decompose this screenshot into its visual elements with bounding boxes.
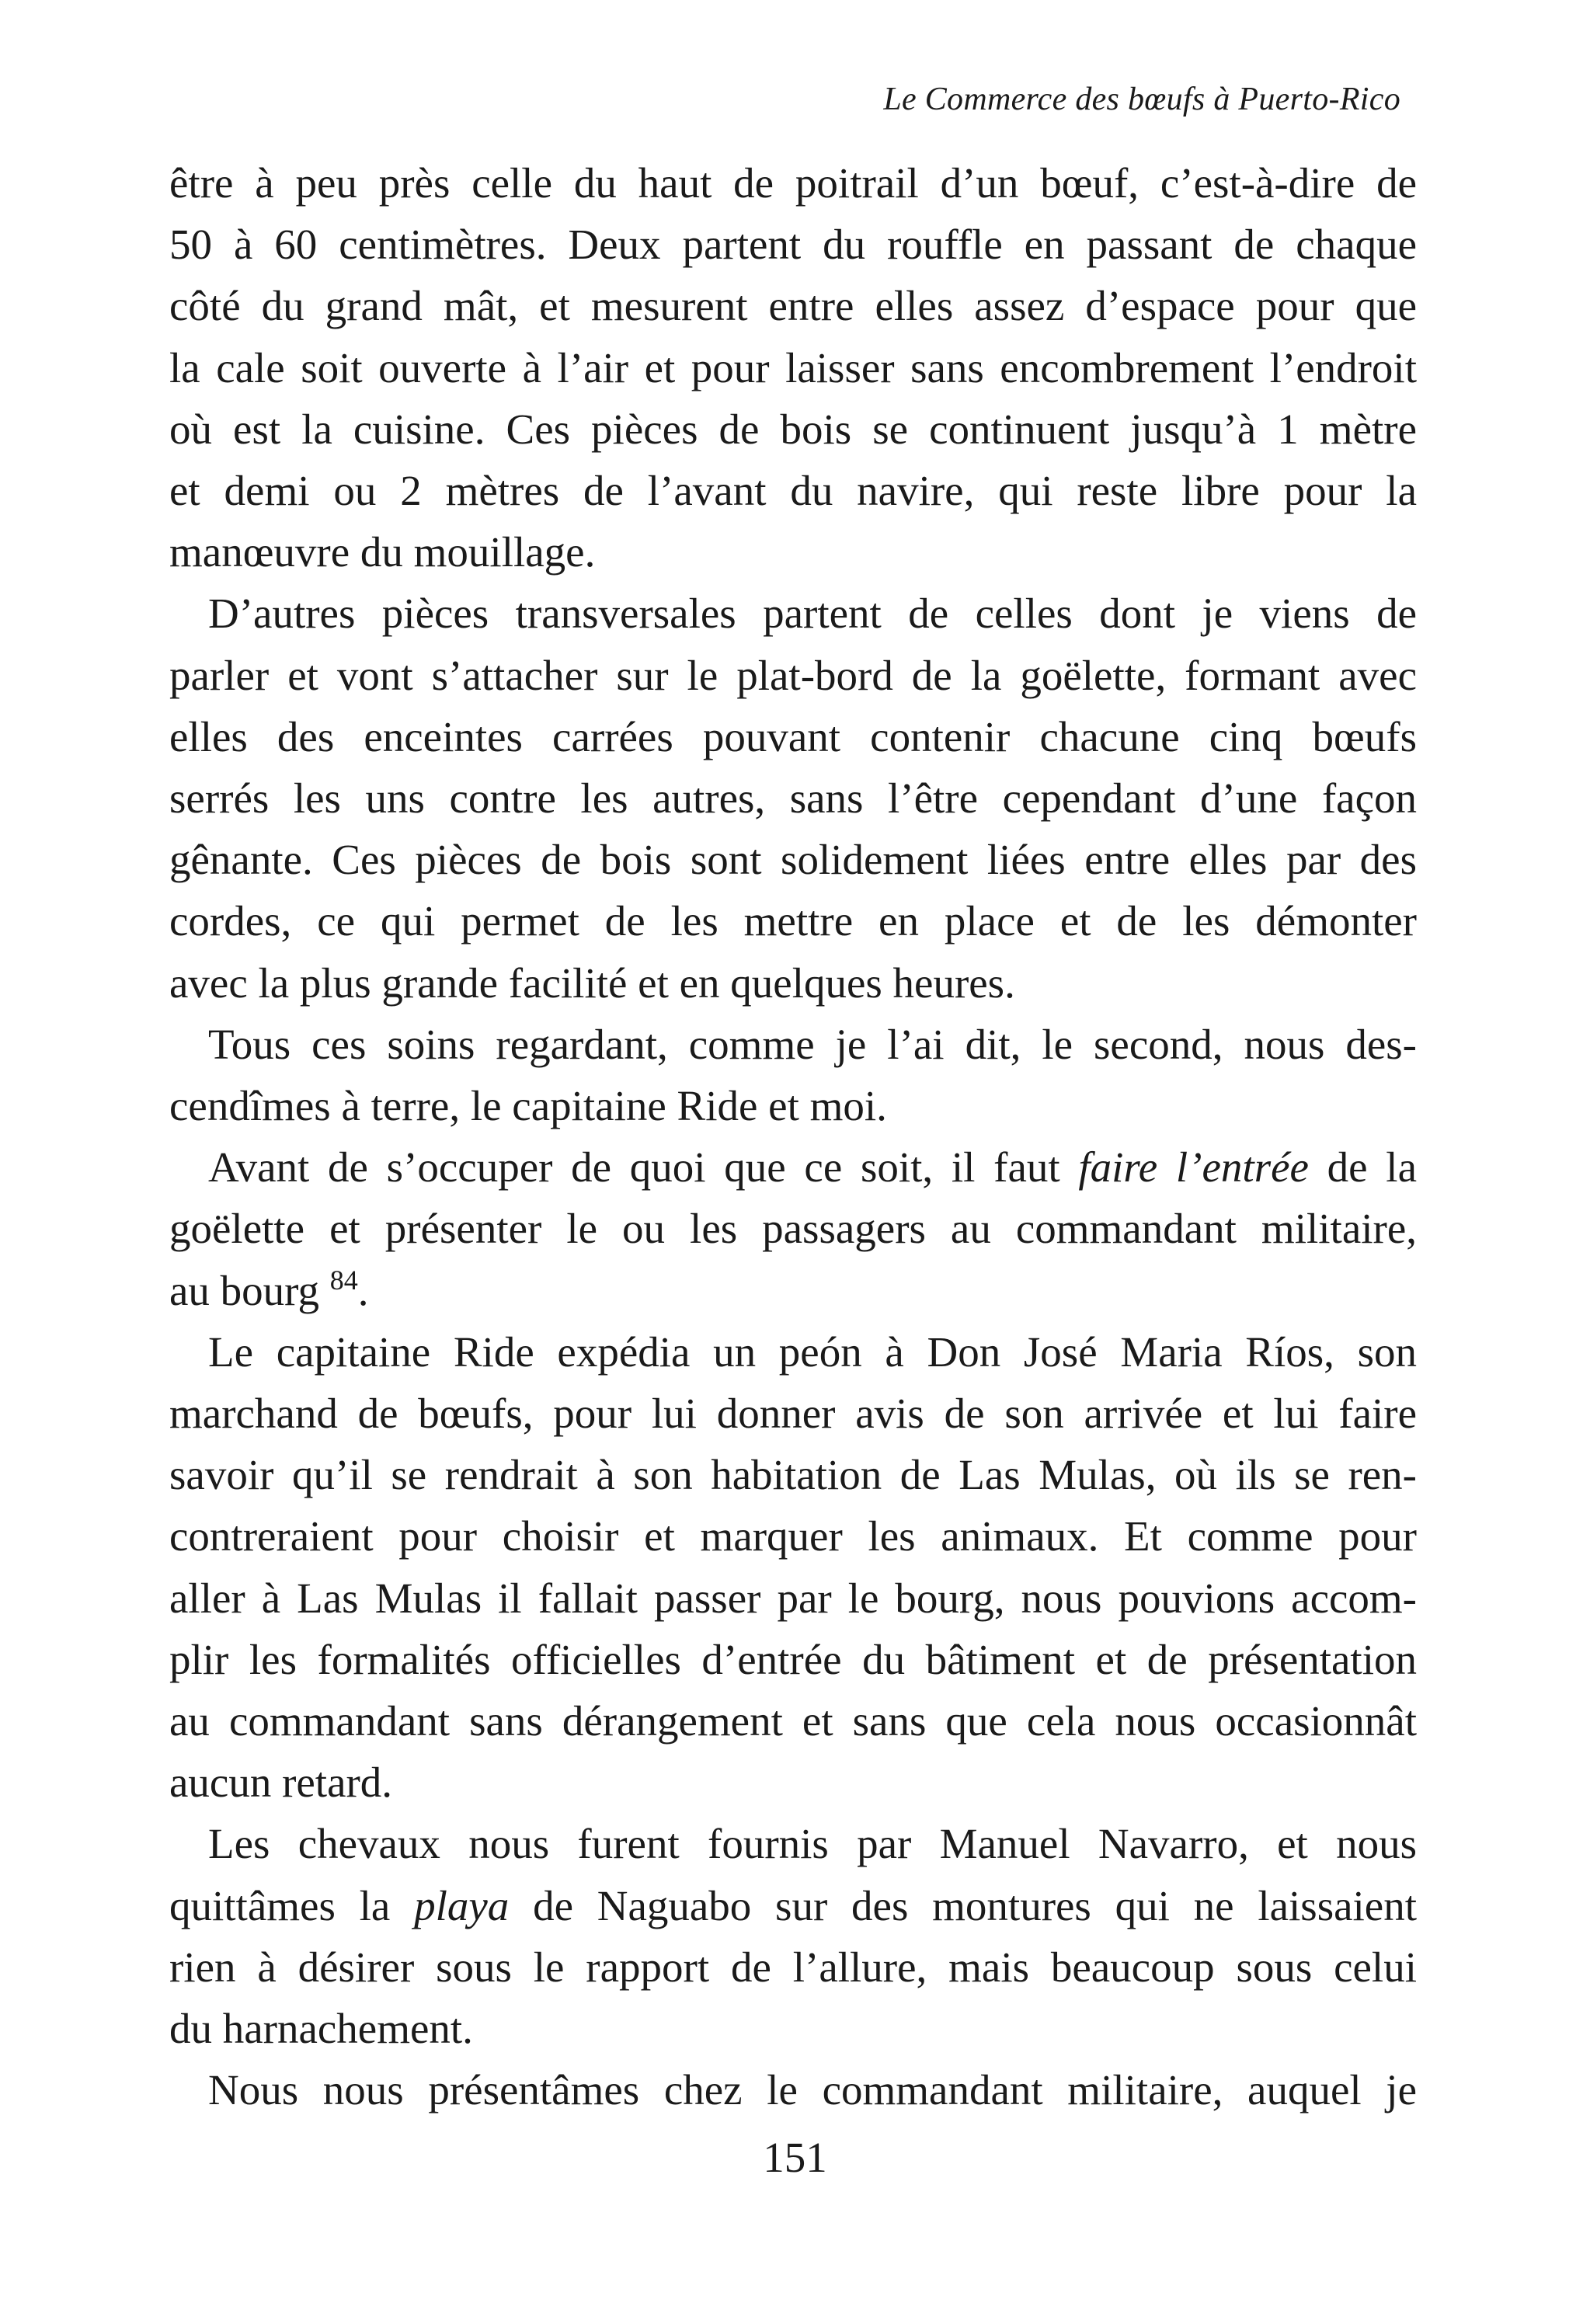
text-line: gênante. Ces pièces de bois sont solidement liées entre elles par des	[169, 836, 1417, 884]
text-line: cendîmes à terre, le capitaine Ride et moi.	[169, 1082, 887, 1130]
text-line: contreraient pour choisir et marquer les animaux. Et comme pour	[169, 1512, 1417, 1560]
paragraph	[169, 1813, 1417, 2059]
text-line: 50 à 60 centimètres. Deux partent du rouffle en passant de chaque	[169, 221, 1417, 269]
text-run: au bourg	[169, 1266, 330, 1314]
text-line: rien à désirer sous le rapport de l’allure, mais beaucoup sous celui	[169, 1943, 1417, 1991]
text-line: elles des enceintes carrées pouvant contenir chacune cinq bœufs	[169, 712, 1417, 760]
text-line: plir les formalités officielles d’entrée du bâtiment et de présentation	[169, 1635, 1417, 1683]
running-head: Le Commerce des bœufs à Puerto-Rico	[883, 82, 1400, 117]
text-line: où est la cuisine. Ces pièces de bois se continuent jusqu’à 1 mètre	[169, 405, 1417, 453]
text-line: parler et vont s’attacher sur le plat-bord de la goëlette, formant avec	[169, 651, 1417, 699]
text-line: marchand de bœufs, pour lui donner avis de son arrivée et lui faire	[169, 1390, 1417, 1438]
text-line	[169, 1136, 1417, 1198]
paragraph	[169, 2059, 1417, 2120]
italic-term: faire l’entrée	[1078, 1143, 1309, 1192]
text-run: Avant de s’occuper de quoi que ce soit, il faut	[208, 1143, 1079, 1192]
footnote-reference[interactable]: 84	[329, 1264, 358, 1296]
body-text	[169, 152, 1417, 2121]
text-line: Nous nous présentâmes chez le commandant militaire, auquel je	[208, 2066, 1417, 2114]
paragraph	[169, 1014, 1417, 1136]
text-line: au commandant sans dérangement et sans que cela nous occasionnât	[169, 1697, 1417, 1745]
paragraph	[169, 1136, 1417, 1321]
text-line: la cale soit ouverte à l’air et pour laisser sans encombrement l’endroit	[169, 343, 1417, 391]
text-line: Tous ces soins regardant, comme je l’ai dit, le second, nous des-	[208, 1020, 1417, 1068]
text-line: avec la plus grande facilité et en quelques heures.	[169, 958, 1015, 1007]
text-line: aucun retard.	[169, 1759, 393, 1807]
paragraph	[169, 1321, 1417, 1814]
page-number: 151	[763, 2134, 827, 2181]
text-run: de Naguabo sur des montures qui ne laissaient	[509, 1881, 1417, 1929]
text-line: du harnachement.	[169, 2005, 473, 2053]
text-run: de la	[1308, 1143, 1417, 1192]
text-run: quittâmes la	[169, 1881, 415, 1929]
text-line: cordes, ce qui permet de les mettre en place et de les démonter	[169, 897, 1417, 945]
text-line: aller à Las Mulas il fallait passer par le bourg, nous pouvions accom-	[169, 1574, 1417, 1622]
text-line: et demi ou 2 mètres de l’avant du navire, qui reste libre pour la	[169, 467, 1417, 515]
text-line	[169, 1875, 1417, 1936]
text-line: D’autres pièces transversales partent de celles dont je viens de	[208, 590, 1417, 638]
text-line: Le capitaine Ride expédia un peón à Don José Maria Ríos, son	[208, 1327, 1417, 1376]
paragraph	[169, 152, 1417, 583]
text-line	[169, 1260, 1417, 1321]
paragraph	[169, 583, 1417, 1013]
text-line: serrés les uns contre les autres, sans l’être cependant d’une façon	[169, 774, 1417, 823]
text-line: savoir qu’il se rendrait à son habitation de Las Mulas, où ils se ren-	[169, 1451, 1417, 1499]
italic-term: playa	[414, 1881, 510, 1929]
text-line: manœuvre du mouillage.	[169, 528, 596, 576]
text-line: être à peu près celle du haut de poitrail d’un bœuf, c’est-à-dire de	[169, 159, 1417, 207]
text-line: Les chevaux nous furent fournis par Manuel Navarro, et nous	[208, 1820, 1417, 1868]
text-line: côté du grand mât, et mesurent entre elles assez d’espace pour que	[169, 282, 1417, 330]
text-line: goëlette et présenter le ou les passagers au commandant militaire,	[169, 1205, 1417, 1253]
text-run: .	[357, 1266, 369, 1314]
